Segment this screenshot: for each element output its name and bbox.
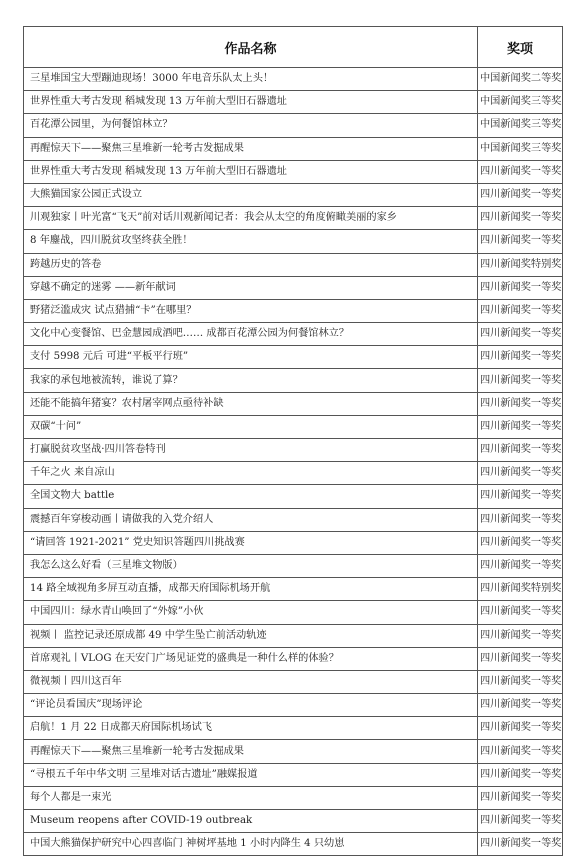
table-row	[24, 763, 563, 786]
award-cell: 四川新闻奖一等奖	[478, 183, 563, 206]
work-title-cell: “请回答 1921-2021” 党史知识答题四川挑战赛	[24, 531, 478, 554]
table-row	[24, 833, 563, 856]
work-title-cell: 中国大熊猫保护研究中心四喜临门 神树坪基地 1 小时内降生 4 只幼崽	[24, 833, 478, 856]
work-title-cell: 千年之火 来自凉山	[24, 462, 478, 485]
work-title-cell: 还能不能搞年猪宴？农村屠宰网点亟待补缺	[24, 392, 478, 415]
awards-body	[24, 68, 563, 856]
table-row	[24, 810, 563, 833]
work-title-cell: 14 路全域视角多屏互动直播，成都天府国际机场开航	[24, 578, 478, 601]
award-cell: 四川新闻奖一等奖	[478, 833, 563, 856]
award-cell: 四川新闻奖一等奖	[478, 160, 563, 183]
work-title-cell: 川观独家丨叶光富“飞天”前对话川观新闻记者：我会从太空的角度俯瞰美丽的家乡	[24, 207, 478, 230]
award-cell: 四川新闻奖一等奖	[478, 624, 563, 647]
table-row	[24, 68, 563, 91]
work-title-cell: 启航！1 月 22 日成都天府国际机场试飞	[24, 717, 478, 740]
award-cell: 四川新闻奖一等奖	[478, 647, 563, 670]
table-row	[24, 670, 563, 693]
work-title-cell: 大熊猫国家公园正式设立	[24, 183, 478, 206]
work-title-cell: 全国文物大 battle	[24, 485, 478, 508]
award-cell: 中国新闻奖三等奖	[478, 114, 563, 137]
table-row	[24, 624, 563, 647]
work-title-cell: Museum reopens after COVID-19 outbreak	[24, 810, 478, 833]
table-row	[24, 299, 563, 322]
header-row	[24, 27, 563, 68]
work-title-cell: “寻根五千年中华文明 三星堆对话古遗址”融媒报道	[24, 763, 478, 786]
table-row	[24, 578, 563, 601]
award-cell: 四川新闻奖一等奖	[478, 207, 563, 230]
award-cell: 四川新闻奖一等奖	[478, 740, 563, 763]
work-title-cell: 再醒惊天下——聚焦三星堆新一轮考古发掘成果	[24, 137, 478, 160]
award-cell: 四川新闻奖一等奖	[478, 485, 563, 508]
award-cell: 中国新闻奖三等奖	[478, 137, 563, 160]
work-title-cell: 穿越不确定的迷雾 ——新年献词	[24, 276, 478, 299]
award-cell: 四川新闻奖特别奖	[478, 253, 563, 276]
work-title-cell: 打赢脱贫攻坚战·四川答卷特刊	[24, 439, 478, 462]
work-title-cell: 双碳“十问”	[24, 415, 478, 438]
award-cell: 四川新闻奖一等奖	[478, 415, 563, 438]
table-row	[24, 323, 563, 346]
award-cell: 四川新闻奖一等奖	[478, 531, 563, 554]
work-title-cell: 三星堆国宝大型蹦迪现场！3000 年电音乐队太上头！	[24, 68, 478, 91]
award-cell: 四川新闻奖一等奖	[478, 786, 563, 809]
table-row	[24, 786, 563, 809]
award-cell: 四川新闻奖一等奖	[478, 462, 563, 485]
award-cell: 四川新闻奖一等奖	[478, 439, 563, 462]
table-row	[24, 554, 563, 577]
work-title-cell: 再醒惊天下——聚焦三星堆新一轮考古发掘成果	[24, 740, 478, 763]
work-title-cell: 首席观礼丨VLOG 在天安门广场见证党的盛典是一种什么样的体验？	[24, 647, 478, 670]
work-title-cell: 世界性重大考古发现 稻城发现 13 万年前大型旧石器遗址	[24, 91, 478, 114]
table-row	[24, 137, 563, 160]
work-title-cell: 文化中心变餐馆、巴金慧园成酒吧…… 成都百花潭公园为何餐馆林立？	[24, 323, 478, 346]
table-row	[24, 207, 563, 230]
table-row	[24, 740, 563, 763]
work-title-cell: 视频丨 监控记录还原成都 49 中学生坠亡前活动轨迹	[24, 624, 478, 647]
table-row	[24, 91, 563, 114]
work-title-cell: 每个人都是一束光	[24, 786, 478, 809]
table-row	[24, 531, 563, 554]
table-row	[24, 647, 563, 670]
table-row	[24, 694, 563, 717]
table-row	[24, 346, 563, 369]
award-cell: 四川新闻奖一等奖	[478, 810, 563, 833]
award-cell: 四川新闻奖一等奖	[478, 554, 563, 577]
work-title-cell: 野猪泛滥成灾 试点猎捕“卡”在哪里？	[24, 299, 478, 322]
table-row	[24, 276, 563, 299]
table-row	[24, 183, 563, 206]
table-row	[24, 253, 563, 276]
award-cell: 四川新闻奖一等奖	[478, 299, 563, 322]
table-row	[24, 601, 563, 624]
award-cell: 四川新闻奖一等奖	[478, 670, 563, 693]
header-award: 奖项	[478, 27, 563, 68]
table-row	[24, 508, 563, 531]
table-row	[24, 114, 563, 137]
award-cell: 四川新闻奖一等奖	[478, 346, 563, 369]
table-row	[24, 439, 563, 462]
work-title-cell: 跨越历史的答卷	[24, 253, 478, 276]
work-title-cell: 微视频丨四川这百年	[24, 670, 478, 693]
work-title-cell: 世界性重大考古发现 稻城发现 13 万年前大型旧石器遗址	[24, 160, 478, 183]
award-cell: 四川新闻奖一等奖	[478, 323, 563, 346]
award-cell: 四川新闻奖一等奖	[478, 601, 563, 624]
award-cell: 四川新闻奖一等奖	[478, 369, 563, 392]
table-row	[24, 415, 563, 438]
award-cell: 四川新闻奖一等奖	[478, 276, 563, 299]
table-row	[24, 369, 563, 392]
table-row	[24, 462, 563, 485]
award-cell: 四川新闻奖一等奖	[478, 694, 563, 717]
table-row	[24, 160, 563, 183]
award-cell: 四川新闻奖一等奖	[478, 230, 563, 253]
awards-table	[23, 26, 563, 856]
award-cell: 四川新闻奖一等奖	[478, 717, 563, 740]
table-row	[24, 485, 563, 508]
table-row	[24, 392, 563, 415]
work-title-cell: “评论员看国庆”现场评论	[24, 694, 478, 717]
award-cell: 四川新闻奖一等奖	[478, 392, 563, 415]
work-title-cell: 8 年鏖战，四川脱贫攻坚终获全胜！	[24, 230, 478, 253]
work-title-cell: 支付 5998 元后 可进“平板平行班”	[24, 346, 478, 369]
table-row	[24, 230, 563, 253]
award-cell: 四川新闻奖一等奖	[478, 763, 563, 786]
table-row	[24, 717, 563, 740]
work-title-cell: 中国四川：绿水青山唤回了“外嫁”小伙	[24, 601, 478, 624]
work-title-cell: 我怎么这么好看（三星堆文物版）	[24, 554, 478, 577]
work-title-cell: 我家的承包地被流转，谁说了算？	[24, 369, 478, 392]
award-cell: 中国新闻奖二等奖	[478, 68, 563, 91]
award-cell: 中国新闻奖三等奖	[478, 91, 563, 114]
work-title-cell: 百花潭公园里，为何餐馆林立？	[24, 114, 478, 137]
work-title-cell: 震撼百年穿梭动画丨请做我的入党介绍人	[24, 508, 478, 531]
header-title: 作品名称	[24, 27, 478, 68]
award-cell: 四川新闻奖一等奖	[478, 508, 563, 531]
award-cell: 四川新闻奖特别奖	[478, 578, 563, 601]
